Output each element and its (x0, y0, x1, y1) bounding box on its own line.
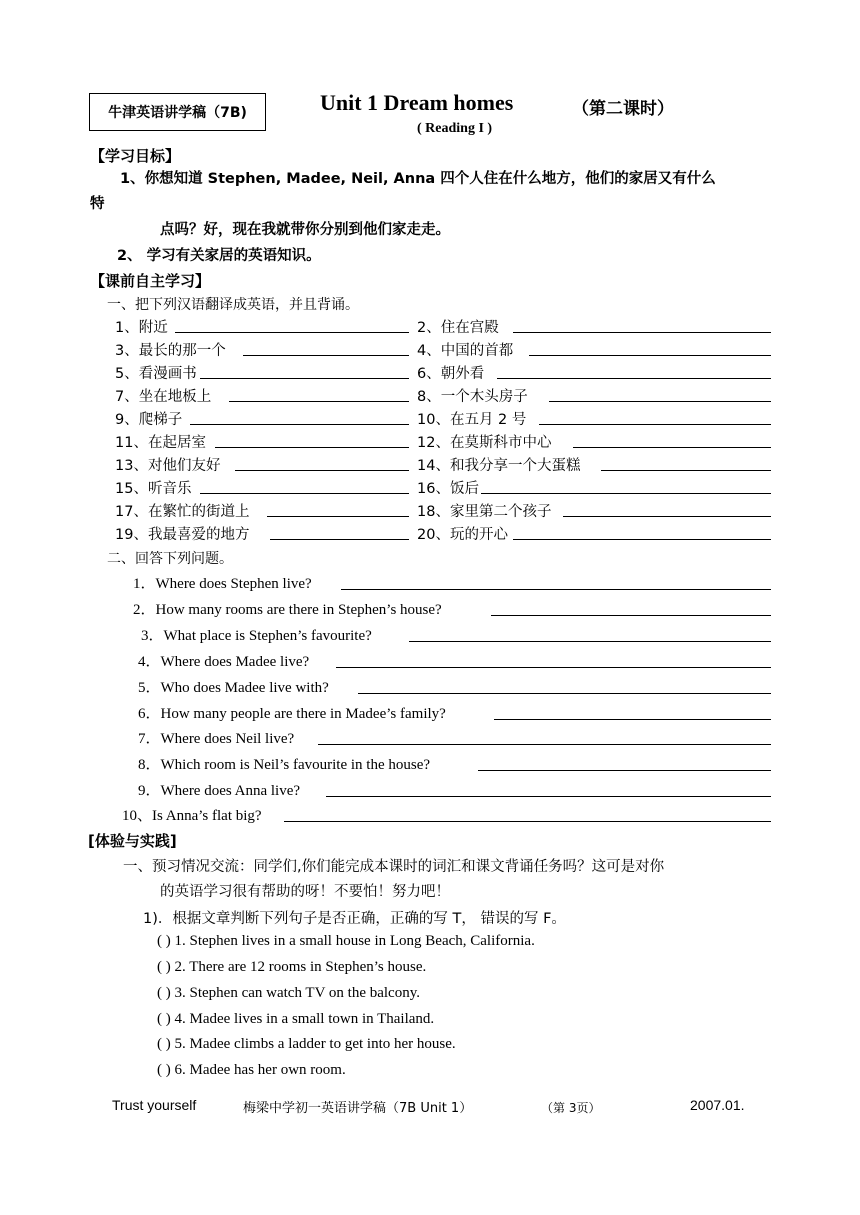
preview-heading: 【课前自主学习】 (90, 272, 211, 290)
answer-blank[interactable] (341, 589, 771, 590)
answer-blank[interactable] (200, 493, 409, 494)
page-title: Unit 1 Dream homes (320, 90, 514, 115)
objective-1-line2: 点吗？好，现在我就带你分别到他们家走走。 (160, 222, 450, 238)
answer-blank[interactable] (494, 719, 771, 720)
answer-blank[interactable] (326, 796, 771, 797)
vocab-prompt: 15、听音乐 (115, 481, 192, 497)
question-text: 9．Where does Anna live? (138, 783, 301, 799)
vocab-prompt: 4、中国的首都 (417, 343, 514, 359)
vocab-row (0, 408, 860, 430)
answer-blank[interactable] (497, 378, 771, 379)
vocab-prompt: 5、看漫画书 (115, 366, 197, 382)
vocab-prompt: 1、附近 (115, 320, 168, 336)
vocab-row (0, 454, 860, 476)
question-row (0, 779, 860, 801)
vocab-prompt: 16、饭后 (417, 481, 479, 497)
answer-blank[interactable] (243, 355, 409, 356)
question-text: 6．How many people are there in Madee’s family? (138, 706, 446, 722)
vocab-row (0, 316, 860, 338)
question-text: 7．Where does Neil live? (138, 731, 295, 747)
objective-1-wrap: 特 (90, 196, 105, 212)
true-false-item[interactable]: ( ) 2. There are 12 rooms in Stephen’s house. (157, 959, 427, 975)
page-subtitle: ( Reading I ) (417, 121, 493, 136)
vocab-prompt: 6、朝外看 (417, 366, 485, 382)
answer-blank[interactable] (539, 424, 771, 425)
question-text: 3．What place is Stephen’s favourite? (141, 628, 372, 644)
question-row (0, 702, 860, 724)
question-text: 5．Who does Madee live with? (138, 680, 329, 696)
true-false-item[interactable]: ( ) 4. Madee lives in a small town in Thailand. (157, 1011, 435, 1027)
answer-blank[interactable] (175, 332, 409, 333)
answer-blank[interactable] (267, 516, 409, 517)
objective-1-line1: 1、你想知道 Stephen, Madee, Neil, Anna 四个人住在什么地方，他们的家居又有什么 (120, 171, 716, 187)
part1-title: 一、把下列汉语翻译成英语，并且背诵。 (107, 297, 359, 313)
answer-blank[interactable] (215, 447, 409, 448)
footer-page-number: （第 3页） (541, 1101, 601, 1115)
objective-2: 2、 学习有关家居的英语知识。 (117, 248, 321, 264)
vocab-prompt: 8、一个木头房子 (417, 389, 528, 405)
question-text: 1．Where does Stephen live? (133, 576, 312, 592)
answer-blank[interactable] (318, 744, 771, 745)
question-row (0, 624, 860, 646)
tf-title: 1)．根据文章判断下列句子是否正确，正确的写 T， 错误的写 F。 (143, 911, 566, 927)
footer-date: 2007.01. (690, 1097, 745, 1113)
vocab-prompt: 20、玩的开心 (417, 527, 508, 543)
question-row (0, 753, 860, 775)
answer-blank[interactable] (409, 641, 771, 642)
question-row (0, 676, 860, 698)
question-row (0, 650, 860, 672)
objectives-heading: 【学习目标】 (90, 147, 181, 165)
vocab-row (0, 385, 860, 407)
practice-heading: [体验与实践] (88, 832, 177, 850)
part2-title: 二、回答下列问题。 (107, 551, 233, 567)
vocab-prompt: 2、住在宫殿 (417, 320, 499, 336)
vocab-prompt: 19、我最喜爱的地方 (115, 527, 250, 543)
vocab-row (0, 523, 860, 545)
answer-blank[interactable] (229, 401, 409, 402)
question-text: 8．Which room is Neil’s favourite in the house? (138, 757, 431, 773)
question-row (0, 598, 860, 620)
true-false-item[interactable]: ( ) 3. Stephen can watch TV on the balcony. (157, 985, 420, 1001)
vocab-row (0, 431, 860, 453)
vocab-prompt: 7、坐在地板上 (115, 389, 212, 405)
answer-blank[interactable] (563, 516, 771, 517)
answer-blank[interactable] (336, 667, 771, 668)
answer-blank[interactable] (601, 470, 771, 471)
practice-intro-line2: 的英语学习很有帮助的呀！不要怕！努力吧！ (160, 884, 450, 900)
answer-blank[interactable] (235, 470, 409, 471)
vocab-row (0, 339, 860, 361)
answer-blank[interactable] (200, 378, 409, 379)
vocab-prompt: 17、在繁忙的街道上 (115, 504, 250, 520)
true-false-item[interactable]: ( ) 6. Madee has her own room. (157, 1062, 346, 1078)
header-box-label: 牛津英语讲学稿（7B) (89, 93, 266, 131)
vocab-row (0, 477, 860, 499)
answer-blank[interactable] (513, 539, 771, 540)
vocab-prompt: 18、家里第二个孩子 (417, 504, 552, 520)
vocab-prompt: 3、最长的那一个 (115, 343, 226, 359)
answer-blank[interactable] (190, 424, 409, 425)
vocab-prompt: 12、在莫斯科市中心 (417, 435, 552, 451)
footer-motto: Trust yourself (112, 1097, 197, 1113)
answer-blank[interactable] (358, 693, 771, 694)
practice-intro-line1: 一、预习情况交流：同学们,你们能完成本课时的词汇和课文背诵任务吗？这可是对你 (123, 859, 665, 875)
vocab-prompt: 10、在五月 2 号 (417, 412, 527, 428)
answer-blank[interactable] (478, 770, 771, 771)
vocab-prompt: 11、在起居室 (115, 435, 206, 451)
answer-blank[interactable] (491, 615, 771, 616)
answer-blank[interactable] (529, 355, 771, 356)
vocab-row (0, 500, 860, 522)
true-false-item[interactable]: ( ) 5. Madee climbs a ladder to get into her house. (157, 1036, 456, 1052)
question-row (0, 572, 860, 594)
answer-blank[interactable] (513, 332, 771, 333)
footer-center: 梅梁中学初一英语讲学稿（7B Unit 1） (243, 1101, 473, 1116)
true-false-item[interactable]: ( ) 1. Stephen lives in a small house in Long Beach, California. (157, 933, 535, 949)
answer-blank[interactable] (481, 493, 771, 494)
question-row (0, 804, 860, 826)
vocab-row (0, 362, 860, 384)
question-row (0, 727, 860, 749)
question-text: 2．How many rooms are there in Stephen’s house? (133, 602, 442, 618)
question-text: 4．Where does Madee live? (138, 654, 310, 670)
vocab-prompt: 14、和我分享一个大蛋糕 (417, 458, 581, 474)
answer-blank[interactable] (284, 821, 771, 822)
lesson-label: （第二课时） (572, 99, 674, 119)
question-text: 10、Is Anna’s flat big? (122, 808, 262, 824)
answer-blank[interactable] (549, 401, 771, 402)
answer-blank[interactable] (270, 539, 409, 540)
vocab-prompt: 13、对他们友好 (115, 458, 221, 474)
answer-blank[interactable] (573, 447, 771, 448)
vocab-prompt: 9、爬梯子 (115, 412, 183, 428)
